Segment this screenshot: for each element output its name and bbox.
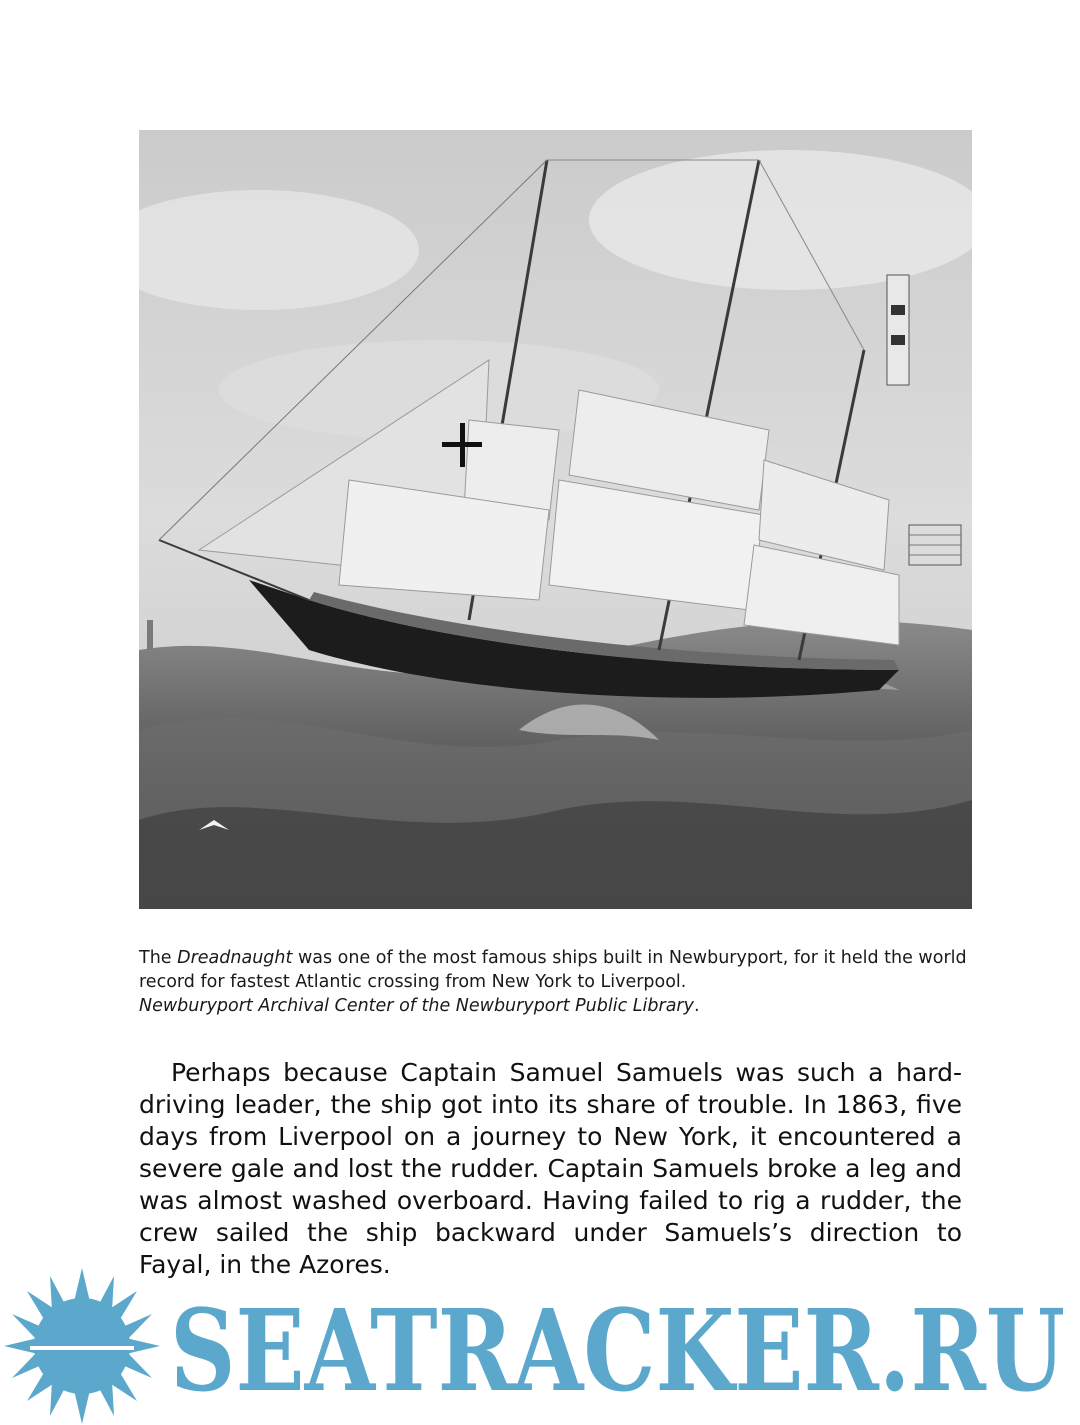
ship-painting-image bbox=[139, 130, 972, 909]
sun-icon bbox=[4, 1268, 160, 1424]
watermark-text: SEATRACKER.RU bbox=[170, 1286, 1065, 1417]
ship-painting-photo bbox=[139, 130, 972, 909]
caption-credit: Newburyport Archival Center of the Newburyport Public Library bbox=[139, 996, 694, 1016]
caption-ship-name: Dreadnaught bbox=[177, 948, 293, 968]
figure-caption bbox=[139, 946, 969, 1018]
caption-prefix: The bbox=[139, 948, 178, 968]
caption-credit-end: . bbox=[693, 996, 700, 1016]
body-paragraph: Perhaps because Captain Samuel Samuels was such a hard-driving leader, the ship got into its share of trouble. In 1863, five days from Liverpool on a journey to New York, it encountered a severe gale and lost the rudder. Captain Samuels broke a leg and was almost washed overboard. Having failed to rig a rudder, the crew sailed the ship backward under Samuels’s direction to Fayal, in the Azores. bbox=[139, 1058, 962, 1279]
watermark bbox=[0, 1262, 1080, 1425]
caption-text: was one of the most famous ships built in Newburyport, for it held the world record for fastest Atlantic crossing from New York to Liverpool. bbox=[139, 948, 967, 992]
watermark-graphic bbox=[0, 1262, 1080, 1425]
